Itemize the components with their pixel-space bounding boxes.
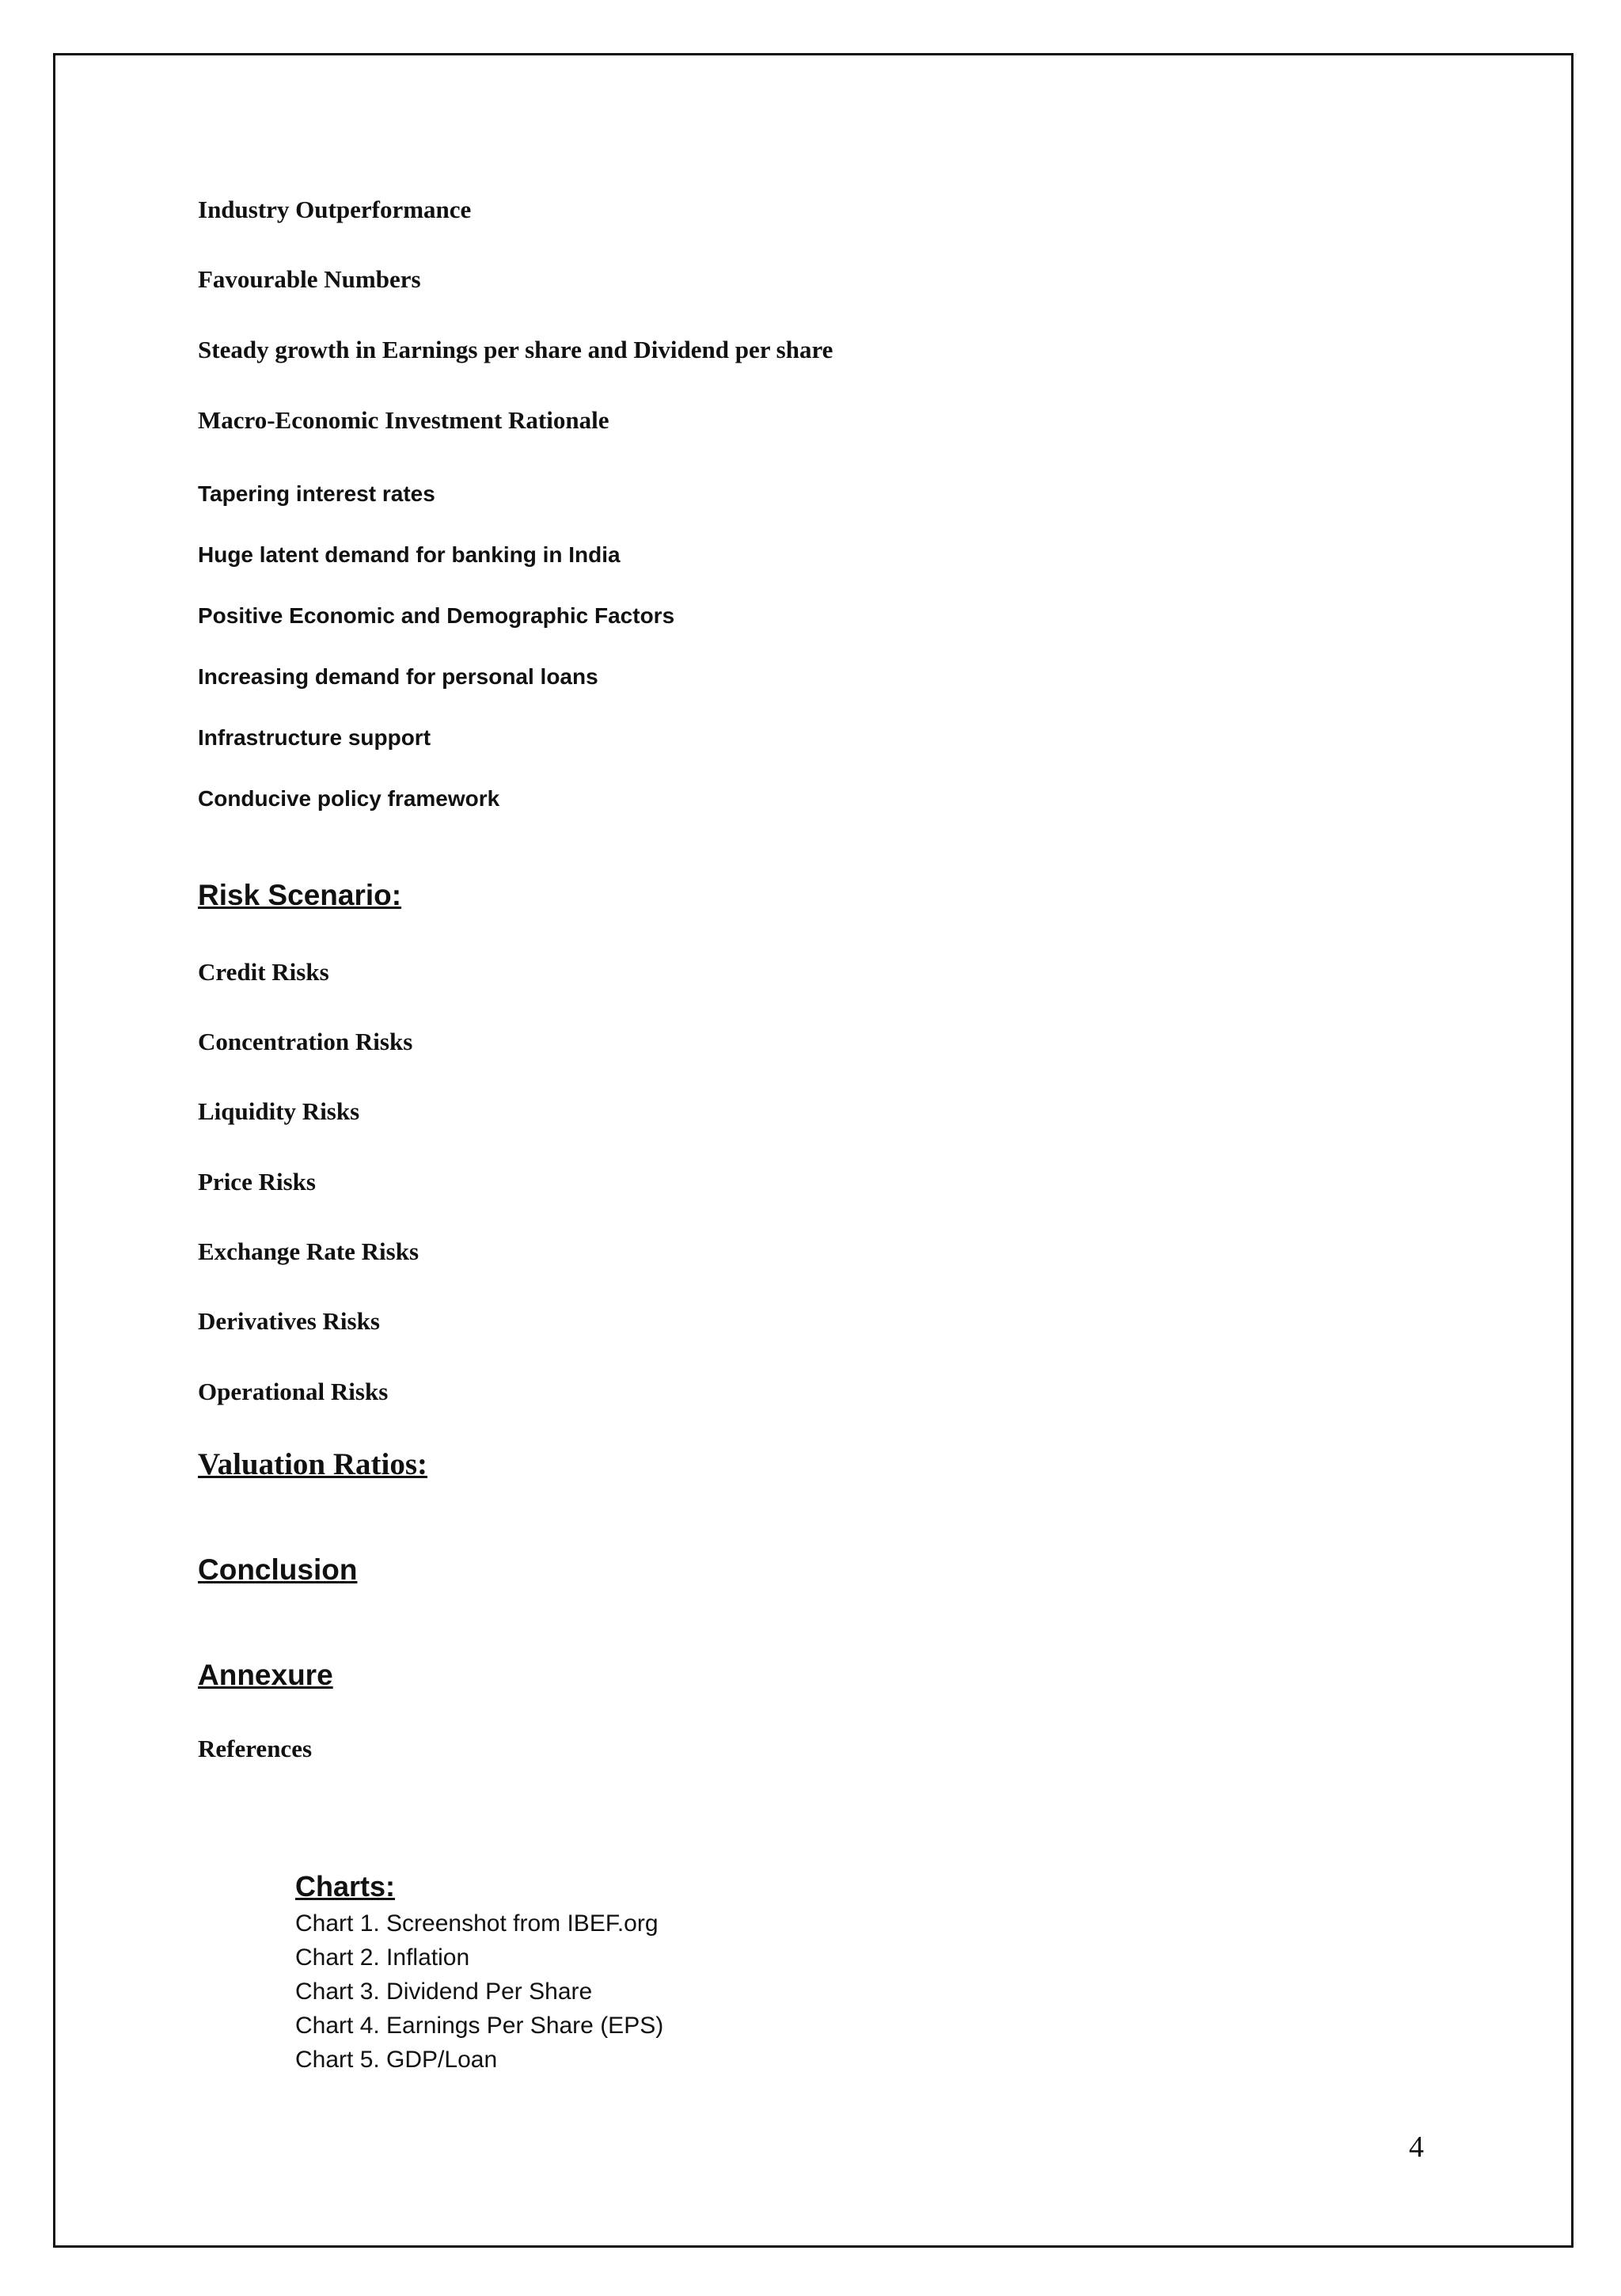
toc-liquidity-risks: Liquidity Risks <box>198 1097 360 1125</box>
toc-steady-growth: Steady growth in Earnings per share and Dividend per share <box>198 336 833 363</box>
toc-industry-outperformance: Industry Outperformance <box>198 196 472 223</box>
toc-favourable-numbers: Favourable Numbers <box>198 265 421 293</box>
toc-credit-risks: Credit Risks <box>198 958 329 986</box>
page-number: 4 <box>1409 2131 1424 2164</box>
chart-list-item: Chart 5. GDP/Loan <box>295 2047 498 2073</box>
toc-tapering-interest-rates: Tapering interest rates <box>198 481 435 506</box>
heading-valuation-ratios: Valuation Ratios: <box>198 1447 428 1481</box>
toc-price-risks: Price Risks <box>198 1168 316 1196</box>
chart-list-item: Chart 4. Earnings Per Share (EPS) <box>295 2013 664 2039</box>
heading-annexure: Annexure <box>198 1659 333 1691</box>
toc-policy-framework: Conducive policy framework <box>198 786 500 811</box>
chart-list-item: Chart 3. Dividend Per Share <box>295 1979 593 2005</box>
heading-charts: Charts: <box>295 1870 396 1903</box>
chart-list-item: Chart 2. Inflation <box>295 1944 470 1971</box>
toc-exchange-rate-risks: Exchange Rate Risks <box>198 1237 419 1265</box>
heading-risk-scenario: Risk Scenario: <box>198 879 402 911</box>
toc-macro-economic-rationale: Macro-Economic Investment Rationale <box>198 406 609 434</box>
toc-concentration-risks: Concentration Risks <box>198 1028 413 1055</box>
toc-derivatives-risks: Derivatives Risks <box>198 1307 380 1335</box>
toc-references: References <box>198 1735 313 1762</box>
heading-conclusion: Conclusion <box>198 1553 358 1586</box>
toc-operational-risks: Operational Risks <box>198 1378 389 1405</box>
chart-list-item: Chart 1. Screenshot from IBEF.org <box>295 1910 659 1937</box>
charts-list <box>295 1870 663 2077</box>
toc-economic-demographic: Positive Economic and Demographic Factors <box>198 603 675 628</box>
page-border <box>53 53 1574 2248</box>
toc-latent-demand: Huge latent demand for banking in India <box>198 542 621 567</box>
toc-personal-loans: Increasing demand for personal loans <box>198 664 598 689</box>
toc-infrastructure-support: Infrastructure support <box>198 725 431 750</box>
